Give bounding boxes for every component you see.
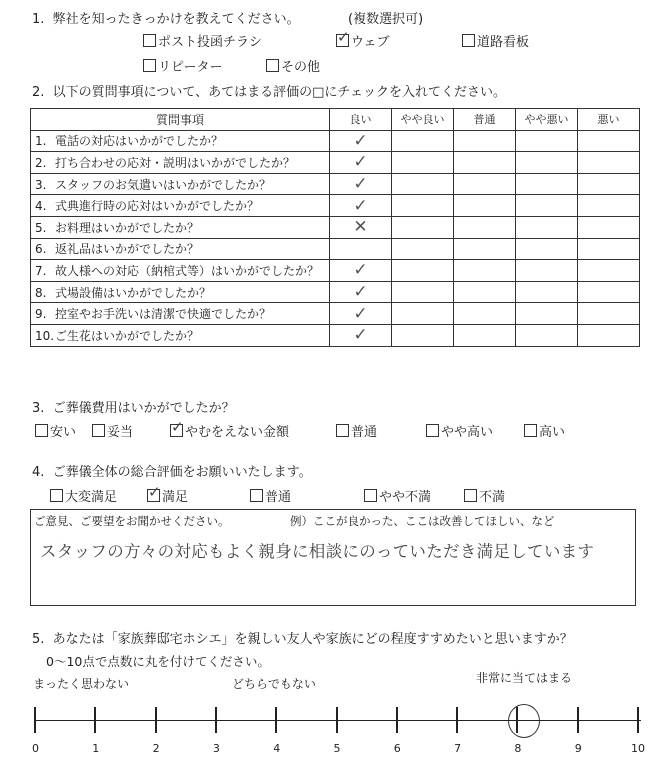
rating-cell[interactable] bbox=[516, 173, 578, 195]
rating-cell[interactable] bbox=[516, 303, 578, 325]
scale-label-mid: どちらでもない bbox=[232, 677, 316, 691]
check-mark-icon: ✓ bbox=[353, 282, 368, 303]
header-average: 普通 bbox=[454, 109, 516, 131]
rating-cell[interactable] bbox=[330, 238, 392, 260]
q4-number: 4. bbox=[32, 465, 45, 480]
checkbox-icon[interactable] bbox=[336, 424, 349, 437]
rating-cell[interactable] bbox=[516, 324, 578, 346]
rating-cell[interactable] bbox=[454, 195, 516, 217]
header-fairly-bad: やや悪い bbox=[516, 109, 578, 131]
scale-tick bbox=[336, 707, 338, 733]
rating-cell[interactable] bbox=[454, 152, 516, 174]
scale-number[interactable]: 3 bbox=[212, 742, 220, 755]
scale-tick bbox=[155, 707, 157, 733]
scale-number[interactable]: 8 bbox=[514, 742, 522, 755]
q3-option-unavoidable[interactable]: ✓ やむをえない金額 bbox=[170, 421, 289, 440]
cross-mark-icon: ✕ bbox=[353, 217, 368, 238]
scale-number[interactable]: 5 bbox=[333, 742, 341, 755]
scale-label-high: 非常に当てはまる bbox=[476, 671, 573, 685]
question-number: 5. bbox=[35, 220, 47, 235]
rating-cell[interactable] bbox=[330, 152, 392, 174]
checkbox-icon[interactable] bbox=[35, 424, 48, 437]
q2-text: 以下の質問事項について、あてはまる評価の□にチェックを入れてください。 bbox=[52, 85, 507, 100]
q5-text: あなたは「家族葬邸宅ホシエ」を親しい友人や家族にどの程度すすめたいと思いますか？ bbox=[52, 632, 573, 647]
q1-option-repeater[interactable]: リピーター bbox=[143, 56, 222, 75]
q1-note: (複数選択可) bbox=[348, 12, 424, 27]
rating-cell[interactable] bbox=[454, 324, 516, 346]
check-mark-icon: ✓ bbox=[353, 325, 368, 346]
checkbox-icon[interactable] bbox=[364, 489, 377, 502]
q1-option-other[interactable]: その他 bbox=[266, 56, 320, 75]
rating-scale-line bbox=[35, 720, 641, 721]
checkbox-checked-icon[interactable] bbox=[147, 489, 160, 502]
scale-tick bbox=[94, 707, 96, 733]
scale-number[interactable]: 7 bbox=[454, 742, 462, 755]
q1-option-signboard[interactable]: 道路看板 bbox=[462, 31, 529, 50]
table-row bbox=[31, 152, 640, 174]
rating-cell[interactable] bbox=[578, 281, 640, 303]
scale-tick bbox=[456, 707, 458, 733]
question-number: 1. bbox=[35, 134, 47, 149]
scale-label-low: まったく思わない bbox=[33, 677, 130, 691]
rating-cell[interactable] bbox=[392, 130, 454, 152]
rating-cell[interactable] bbox=[578, 324, 640, 346]
rating-cell[interactable] bbox=[454, 173, 516, 195]
question-label: 打ち合わせの応対・説明はいかがでしたか？ bbox=[55, 155, 296, 170]
rating-cell[interactable] bbox=[330, 281, 392, 303]
rating-cell[interactable] bbox=[392, 173, 454, 195]
rating-cell[interactable] bbox=[578, 195, 640, 217]
q4-option-normal[interactable]: 普通 bbox=[250, 486, 291, 505]
check-mark-icon: ✓ bbox=[353, 303, 368, 324]
q5-instruction: 0〜10点で点数に丸を付けてください。 bbox=[46, 654, 270, 669]
question-label: 式典進行時の応対はいかがでしたか？ bbox=[55, 199, 260, 214]
table-row bbox=[31, 260, 640, 282]
q1-option-web[interactable]: ✓ ウェブ bbox=[336, 31, 389, 50]
checkbox-icon[interactable] bbox=[143, 59, 156, 72]
check-mark-icon: ✓ bbox=[353, 130, 368, 151]
checkbox-icon[interactable] bbox=[143, 34, 156, 47]
question-label: ご生花はいかがでしたか？ bbox=[55, 328, 200, 343]
q3-text: ご葬儀費用はいかがでしたか？ bbox=[52, 401, 235, 416]
question-cell bbox=[31, 281, 330, 303]
rating-cell[interactable] bbox=[454, 130, 516, 152]
scale-tick bbox=[215, 707, 217, 733]
question-label: 返礼品はいかがでしたか？ bbox=[55, 242, 200, 257]
rating-cell[interactable] bbox=[330, 303, 392, 325]
q3-option-normal[interactable]: 普通 bbox=[336, 421, 377, 440]
q1-number: 1. bbox=[32, 12, 45, 27]
check-mark-icon: ✓ bbox=[353, 174, 368, 195]
check-mark-icon: ✓ bbox=[353, 260, 368, 281]
question-cell bbox=[31, 238, 330, 260]
checkbox-icon[interactable] bbox=[464, 489, 477, 502]
table-row bbox=[31, 324, 640, 346]
rating-cell[interactable] bbox=[330, 130, 392, 152]
rating-cell[interactable] bbox=[516, 260, 578, 282]
rating-cell[interactable] bbox=[578, 152, 640, 174]
table-header-row bbox=[31, 109, 640, 131]
scale-number[interactable]: 4 bbox=[273, 742, 281, 755]
question-number: 4. bbox=[35, 199, 47, 214]
rating-cell[interactable] bbox=[330, 195, 392, 217]
rating-cell[interactable] bbox=[454, 281, 516, 303]
q5-heading bbox=[32, 628, 573, 647]
question-number: 10. bbox=[35, 328, 55, 343]
q1-text: 弊社を知ったきっかけを教えてください。 bbox=[52, 12, 300, 27]
check-mark-icon: ✓ bbox=[353, 152, 368, 173]
q3-option-expensive[interactable]: 高い bbox=[524, 421, 565, 440]
q3-option-slightly-expensive[interactable]: やや高い bbox=[426, 421, 493, 440]
q4-option-slightly-dissatisfied[interactable]: やや不満 bbox=[364, 486, 431, 505]
rating-cell[interactable] bbox=[392, 260, 454, 282]
table-row bbox=[31, 238, 640, 260]
rating-cell[interactable] bbox=[578, 173, 640, 195]
rating-cell[interactable] bbox=[516, 281, 578, 303]
check-mark-icon: ✓ bbox=[353, 195, 368, 216]
comment-example: 例）ここが良かった、ここは改善してほしい、など bbox=[290, 514, 555, 528]
rating-cell[interactable] bbox=[392, 324, 454, 346]
rating-cell[interactable] bbox=[578, 260, 640, 282]
scale-tick bbox=[275, 707, 277, 733]
rating-cell[interactable] bbox=[392, 195, 454, 217]
selected-score-circle bbox=[508, 704, 540, 738]
q3-heading bbox=[32, 397, 235, 416]
rating-cell[interactable] bbox=[454, 260, 516, 282]
rating-cell[interactable] bbox=[578, 238, 640, 260]
scale-number[interactable]: 1 bbox=[92, 742, 100, 755]
q4-heading bbox=[32, 461, 312, 480]
rating-cell[interactable] bbox=[516, 130, 578, 152]
scale-tick bbox=[577, 707, 579, 733]
question-label: スタッフのお気遣いはいかがでしたか？ bbox=[55, 177, 272, 192]
rating-cell[interactable] bbox=[330, 173, 392, 195]
table-row bbox=[31, 281, 640, 303]
comment-handwritten-text: スタッフの方々の対応もよく親身に相談にのっていただき満足しています bbox=[40, 542, 595, 561]
checkbox-icon[interactable] bbox=[426, 424, 439, 437]
checkbox-icon[interactable] bbox=[266, 59, 279, 72]
comment-label: ご意見、ご要望をお聞かせください。 bbox=[34, 514, 230, 528]
scale-tick bbox=[396, 707, 398, 733]
rating-cell[interactable] bbox=[578, 303, 640, 325]
question-cell bbox=[31, 216, 330, 238]
rating-table bbox=[30, 108, 640, 347]
table-row bbox=[31, 195, 640, 217]
question-label: 控室やお手洗いは清潔で快適でしたか？ bbox=[55, 307, 272, 322]
q2-heading bbox=[32, 81, 506, 100]
question-label: 電話の対応はいかがでしたか？ bbox=[55, 134, 224, 149]
rating-cell[interactable] bbox=[516, 216, 578, 238]
checkbox-icon[interactable] bbox=[524, 424, 537, 437]
rating-cell[interactable] bbox=[578, 216, 640, 238]
header-good: 良い bbox=[330, 109, 392, 131]
rating-cell[interactable] bbox=[454, 216, 516, 238]
table-row bbox=[31, 130, 640, 152]
checkbox-checked-icon[interactable] bbox=[170, 424, 183, 437]
rating-cell[interactable] bbox=[454, 303, 516, 325]
rating-cell[interactable] bbox=[392, 238, 454, 260]
scale-number[interactable]: 10 bbox=[631, 742, 645, 755]
checkbox-icon[interactable] bbox=[250, 489, 263, 502]
question-cell bbox=[31, 195, 330, 217]
checkbox-icon[interactable] bbox=[462, 34, 475, 47]
question-number: 7. bbox=[35, 263, 47, 278]
question-number: 9. bbox=[35, 307, 47, 322]
q1-heading bbox=[32, 8, 300, 27]
question-number: 3. bbox=[35, 177, 47, 192]
rating-cell[interactable] bbox=[392, 303, 454, 325]
question-number: 6. bbox=[35, 242, 47, 257]
scale-tick bbox=[34, 707, 36, 733]
table-row bbox=[31, 216, 640, 238]
table-row bbox=[31, 173, 640, 195]
rating-cell[interactable] bbox=[516, 195, 578, 217]
question-cell bbox=[31, 303, 330, 325]
question-number: 2. bbox=[35, 155, 47, 170]
rating-cell[interactable] bbox=[330, 260, 392, 282]
question-label: 故人様への対応（納棺式等）はいかがでしたか？ bbox=[55, 263, 320, 278]
question-cell bbox=[31, 173, 330, 195]
header-question: 質問事項 bbox=[31, 109, 330, 131]
table-row bbox=[31, 303, 640, 325]
rating-cell[interactable] bbox=[516, 238, 578, 260]
checkbox-checked-icon[interactable] bbox=[336, 34, 349, 47]
scale-number[interactable]: 6 bbox=[393, 742, 401, 755]
scale-number[interactable]: 9 bbox=[574, 742, 582, 755]
scale-number[interactable]: 0 bbox=[32, 742, 39, 755]
question-cell bbox=[31, 152, 330, 174]
rating-cell[interactable] bbox=[578, 130, 640, 152]
scale-number[interactable]: 2 bbox=[152, 742, 160, 755]
rating-cell[interactable] bbox=[392, 152, 454, 174]
rating-cell[interactable] bbox=[330, 216, 392, 238]
q2-number: 2. bbox=[32, 85, 45, 100]
question-cell bbox=[31, 260, 330, 282]
rating-cell[interactable] bbox=[330, 324, 392, 346]
q3-option-reasonable[interactable]: 妥当 bbox=[92, 421, 133, 440]
checkbox-icon[interactable] bbox=[92, 424, 105, 437]
question-cell bbox=[31, 130, 330, 152]
question-label: 式場設備はいかがでしたか？ bbox=[55, 285, 212, 300]
question-label: お料理はいかがでしたか？ bbox=[55, 220, 200, 235]
q3-option-cheap[interactable]: 安い bbox=[35, 421, 76, 440]
rating-cell[interactable] bbox=[392, 281, 454, 303]
q3-number: 3. bbox=[32, 401, 45, 416]
q4-option-very-satisfied[interactable]: 大変満足 bbox=[50, 486, 117, 505]
q4-text: ご葬儀全体の総合評価をお願いいたします。 bbox=[52, 465, 312, 480]
header-fairly-good: やや良い bbox=[392, 109, 454, 131]
header-bad: 悪い bbox=[578, 109, 640, 131]
question-cell bbox=[31, 324, 330, 346]
scale-tick bbox=[637, 707, 639, 733]
q5-number: 5. bbox=[32, 632, 45, 647]
rating-cell[interactable] bbox=[392, 216, 454, 238]
q4-option-dissatisfied[interactable]: 不満 bbox=[464, 486, 505, 505]
q4-option-satisfied[interactable]: ✓ 満足 bbox=[147, 486, 188, 505]
question-number: 8. bbox=[35, 285, 47, 300]
checkbox-icon[interactable] bbox=[50, 489, 63, 502]
q1-option-flyer[interactable]: ポスト投函チラシ bbox=[143, 31, 262, 50]
rating-cell[interactable] bbox=[454, 238, 516, 260]
rating-cell[interactable] bbox=[516, 152, 578, 174]
